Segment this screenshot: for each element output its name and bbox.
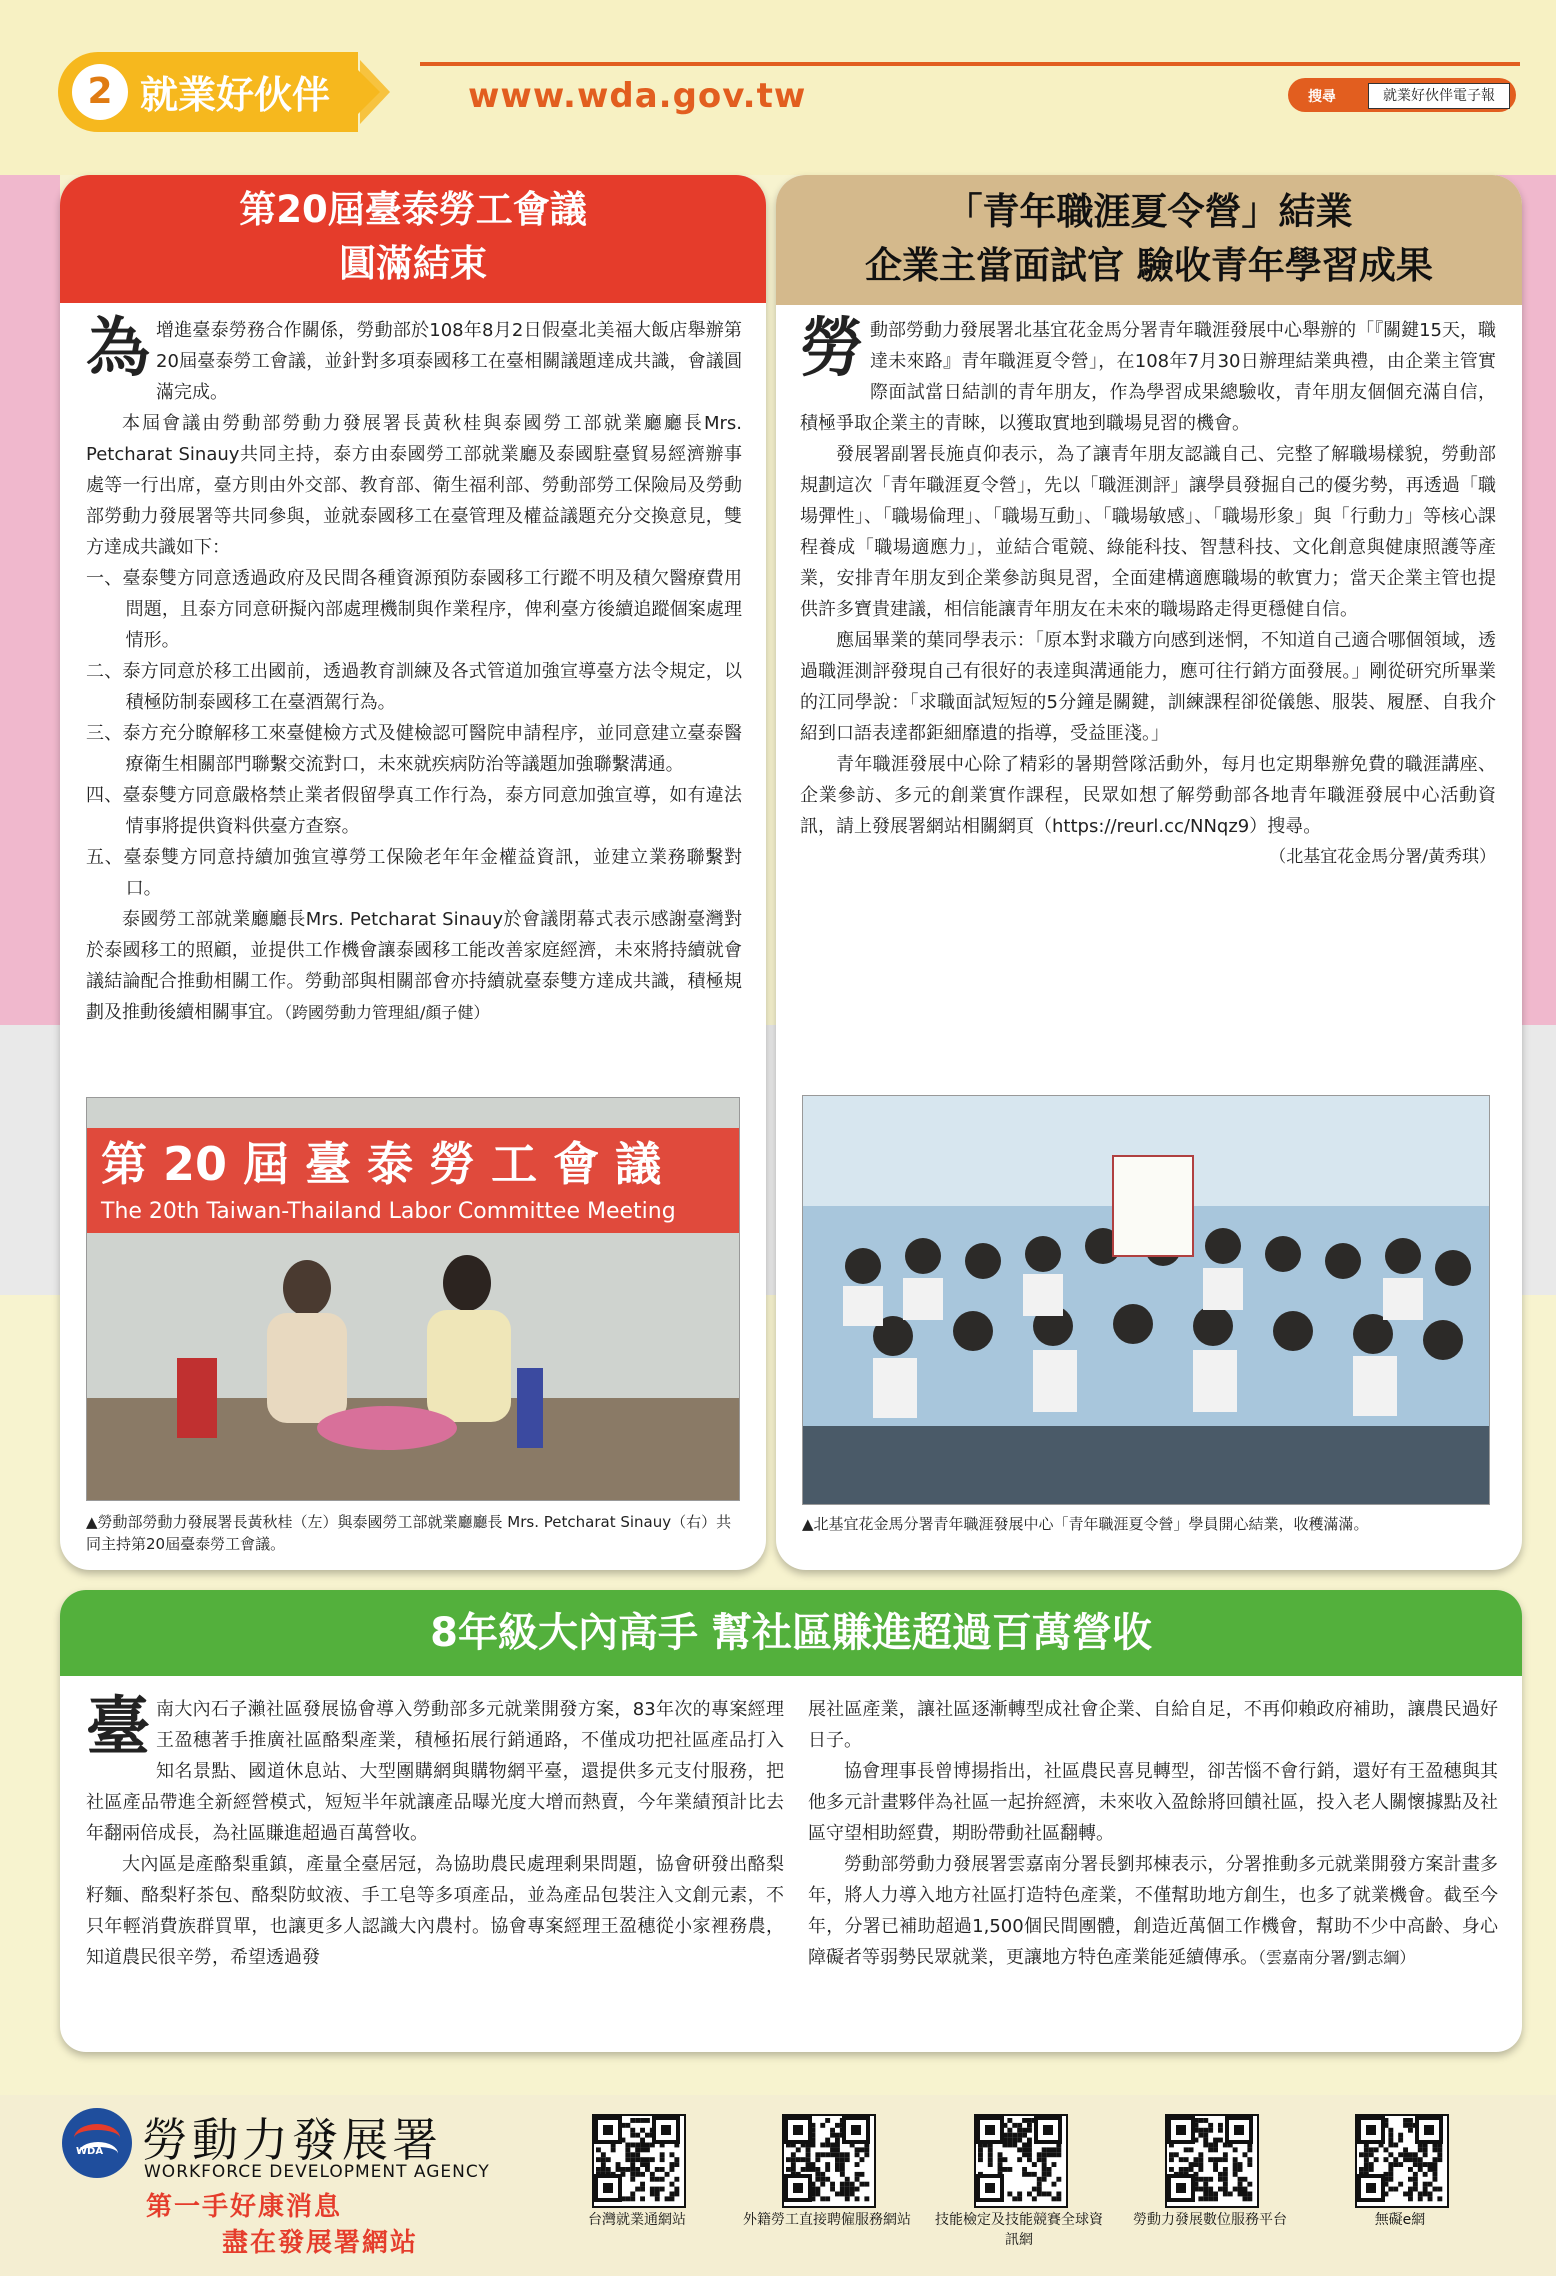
drop-cap: 為 xyxy=(86,311,150,386)
agency-name-en: WORKFORCE DEVELOPMENT AGENCY xyxy=(144,2162,490,2182)
qr-code-label: 無礙e網 xyxy=(1374,2212,1426,2228)
right-article-panel xyxy=(776,175,1522,1570)
qr-code-label: 外籍勞工直接聘僱服務網站 xyxy=(743,2212,911,2228)
slogan-line-1: 第一手好康消息 xyxy=(146,2192,343,2222)
list-item: 五、臺泰雙方同意持續加強宣導勞工保險老年年金權益資訊，並建立業務聯繫對口。 xyxy=(86,847,742,899)
list-item: 三、泰方充分瞭解移工來臺健檢方式及健檢認可醫院申請程序，並同意建立臺泰醫療衛生相關部門聯繫交流對口，未來就疾病防治等議題加強聯繫溝通。 xyxy=(86,723,742,775)
bottom-column-1 xyxy=(86,1690,784,1973)
left-photo-caption: ▲勞動部勞動力發展署長黃秋桂（左）與泰國勞工部就業廳廳長 Mrs. Petcharat Sinauy（右）共同主持第20屆臺泰勞工會議。 xyxy=(86,1513,732,1553)
bottom-paragraph-1: 南大內石子瀨社區發展協會導入勞動部多元就業開發方案，83年次的專案經理王盈穗著手推廣社區酪梨產業，積極拓展行銷通路，不僅成功把社區產品打入知名景點、國道休息站、大型團購網與購物網平臺，還提供多元支付服務，把社區產品帶進全新經營模式，短短半年就讓產品曝光度大增而熱賣，今年業績預計比去年翻兩倍成長，為社區賺進超過百萬營收。 xyxy=(86,1699,784,1844)
right-article-title xyxy=(776,175,1522,305)
header-divider xyxy=(420,62,1520,66)
list-item: 四、臺泰雙方同意嚴格禁止業者假留學真工作行為，泰方同意加強宣導，如有違法情事將提供資料供臺方查察。 xyxy=(86,785,742,837)
qr-code-icon[interactable] xyxy=(592,2114,686,2208)
right-article-body xyxy=(800,311,1496,873)
issue-number: 2 xyxy=(72,64,128,120)
right-photo xyxy=(802,1095,1490,1505)
left-article-body xyxy=(86,311,742,1028)
list-item: 一、臺泰雙方同意透過政府及民間各種資源預防泰國移工行蹤不明及積欠醫療費用問題，且泰方同意研擬內部處理機制與作業程序，俾利臺方後續追蹤個案處理情形。 xyxy=(86,568,742,651)
bottom-article-panel xyxy=(60,1590,1522,2052)
qr-code-icon[interactable] xyxy=(1165,2114,1259,2208)
qr-code-icon[interactable] xyxy=(1355,2114,1449,2208)
bottom-paragraph-4: 協會理事長曾博揚指出，社區農民喜見轉型，卻苦惱不會行銷，還好有王盈穗與其他多元計畫夥伴為社區一起拚經濟，未來收入盈餘將回饋社區，投入老人關懷據點及社區守望相助經費，期盼帶動社區翻轉。 xyxy=(808,1761,1498,1844)
right-paragraph-4: 青年職涯發展中心除了精彩的暑期營隊活動外，每月也定期舉辦免費的職涯講座、企業參訪、多元的創業實作課程，民眾如想了解勞動部各地青年職涯發展中心活動資訊，請上發展署網站相關網頁（https://reurl.cc/NNqz9）搜尋。 xyxy=(800,754,1496,837)
list-item: 二、泰方同意於移工出國前，透過教育訓練及各式管道加強宣導臺方法令規定，以積極防制泰國移工在臺酒駕行為。 xyxy=(86,661,742,713)
search-input[interactable]: 就業好伙伴電子報 xyxy=(1368,83,1510,109)
left-paragraph-1: 增進臺泰勞務合作關係，勞動部於108年8月2日假臺北美福大飯店舉辦第20屆臺泰勞工會議，並針對多項泰國移工在臺相關議題達成共識，會議圓滿完成。 xyxy=(156,320,742,403)
bottom-paragraph-3: 展社區產業，讓社區逐漸轉型成社會企業、自給自足，不再仰賴政府補助，讓農民過好日子。 xyxy=(808,1699,1498,1751)
left-pink-band xyxy=(0,175,60,1025)
right-photo-caption: ▲北基宜花金馬分署青年職涯發展中心「青年職涯夏令營」學員開心結業，收穫滿滿。 xyxy=(802,1515,1369,1533)
right-title-line1: 「青年職涯夏令營」結業 xyxy=(945,190,1353,233)
qr-code-label: 技能檢定及技能競賽全球資訊網 xyxy=(935,2212,1103,2248)
bottom-paragraph-5: 勞動部勞動力發展署雲嘉南分署長劉邦棟表示，分署推動多元就業開發方案計畫多年，將人力導入地方社區打造特色產業，不僅幫助地方創生，也多了就業機會。截至今年，分署已補助超過1,500個民間團體，創造近萬個工作機會，幫助不少中高齡、身心障礙者等弱勢民眾就業，更讓地方特色產業能延續傳承。 xyxy=(808,1854,1498,1968)
right-signature: （北基宜花金馬分署/黃秀琪） xyxy=(1269,847,1496,867)
site-url-link[interactable]: www.wda.gov.tw xyxy=(468,76,807,116)
search-label: 搜尋 xyxy=(1308,89,1336,105)
drop-cap: 臺 xyxy=(86,1690,150,1765)
drop-cap: 勞 xyxy=(800,311,864,386)
bottom-signature: （雲嘉南分署/劉志綱） xyxy=(1258,1948,1416,1967)
slogan-line-2: 盡在發展署網站 xyxy=(222,2228,419,2258)
qr-code-icon[interactable] xyxy=(974,2114,1068,2208)
left-paragraph-2: 本屆會議由勞動部勞動力發展署長黃秋桂與泰國勞工部就業廳廳長Mrs. Petcharat Sinauy共同主持，泰方由泰國勞工部就業廳及泰國駐臺貿易經濟辦事處等一行出席，臺方則由外交部、教育部、衛生福利部、勞動部勞工保險局及勞動部勞動力發展署等共同參與，並就泰國移工在臺管理及權益議題充分交換意見，雙方達成共識如下： xyxy=(86,413,742,558)
left-article-title xyxy=(60,175,766,303)
left-title-line2: 圓滿結束 xyxy=(339,242,487,285)
agency-name-zh: 勞動力發展署 xyxy=(142,2113,442,2167)
left-title-line1: 第20屆臺泰勞工會議 xyxy=(239,188,587,231)
photo-banner-zh: 第 20 屆 臺 泰 勞 工 會 議 xyxy=(101,1137,662,1191)
right-paragraph-2: 發展署副署長施貞仰表示，為了讓青年朋友認識自己、完整了解職場樣貌，勞動部規劃這次「青年職涯夏令營」，先以「職涯測評」讓學員發掘自己的優劣勢，再透過「職場彈性」、「職場倫理」、「職場互動」、「職場敏感」、「職場形象」與「行動力」等核心課程養成「職場適應力」，並結合電競、綠能科技、智慧科技、文化創意與健康照護等產業，安排青年朋友到企業參訪與見習，全面建構適應職場的軟實力；當天企業主管也提供許多寶貴建議，相信能讓青年朋友在未來的職場路走得更穩健自信。 xyxy=(800,444,1496,620)
photo-banner-en: The 20th Taiwan-Thailand Labor Committee Meeting xyxy=(101,1199,676,1224)
bottom-column-2 xyxy=(808,1694,1498,1973)
meeting-photo-illustration xyxy=(87,1098,739,1500)
left-paragraph-3: 泰國勞工部就業廳廳長Mrs. Petcharat Sinauy於會議閉幕式表示感謝臺灣對於泰國移工的照顧，並提供工作機會讓泰國移工能改善家庭經濟，未來將持續就會議結論配合推動相關工作。勞動部與相關部會亦持續就臺泰雙方達成共識，積極規劃及推動後續相關事宜。 xyxy=(86,909,742,1023)
bottom-article-title: 8年級大內高手 幫社區賺進超過百萬營收 xyxy=(60,1590,1522,1676)
right-paragraph-3: 應屆畢業的葉同學表示：「原本對求職方向感到迷惘，不知道自己適合哪個領域，透過職涯測評發現自己有很好的表達與溝通能力，應可往行銷方面發展。」剛從研究所畢業的江同學說：「求職面試短短的5分鐘是關鍵，訓練課程卻從儀態、服裝、履歷、自我介紹到口語表達都鉅細靡遺的指導，受益匪淺。」 xyxy=(800,630,1496,744)
bottom-paragraph-2: 大內區是產酪梨重鎮，產量全臺居冠，為協助農民處理剩果問題，協會研發出酪梨籽麵、酪梨籽茶包、酪梨防蚊液、手工皂等多項產品，並為產品包裝注入文創元素，不只年輕消費族群買單，也讓更多人認識大內農村。協會專案經理王盈穗從小家裡務農，知道農民很辛勞，希望透過發 xyxy=(86,1854,784,1968)
qr-code-icon[interactable] xyxy=(782,2114,876,2208)
right-paragraph-1: 動部勞動力發展署北基宜花金馬分署青年職涯發展中心舉辦的「『關鍵15天，職達未來路』青年職涯夏令營」，在108年7月30日辦理結業典禮，由企業主管實際面試當日結訓的青年朋友，作為學習成果總驗收，青年朋友個個充滿自信，積極爭取企業主的青睞，以獲取實地到職場見習的機會。 xyxy=(800,320,1496,434)
section-title: 就業好伙伴 xyxy=(140,73,331,117)
left-article-panel xyxy=(60,175,766,1570)
badge-arrow-icon xyxy=(360,60,390,124)
left-signature: （跨國勞動力管理組/顏子健） xyxy=(284,1003,490,1022)
graduation-group-photo-illustration xyxy=(803,1096,1489,1504)
qr-code-label: 台灣就業通網站 xyxy=(588,2212,686,2228)
logo-mark-text: WDA xyxy=(76,2146,104,2157)
right-title-line2: 企業主當面試官 驗收青年學習成果 xyxy=(865,244,1433,287)
left-photo xyxy=(86,1097,740,1501)
qr-code-label: 勞動力發展數位服務平台 xyxy=(1133,2212,1287,2228)
